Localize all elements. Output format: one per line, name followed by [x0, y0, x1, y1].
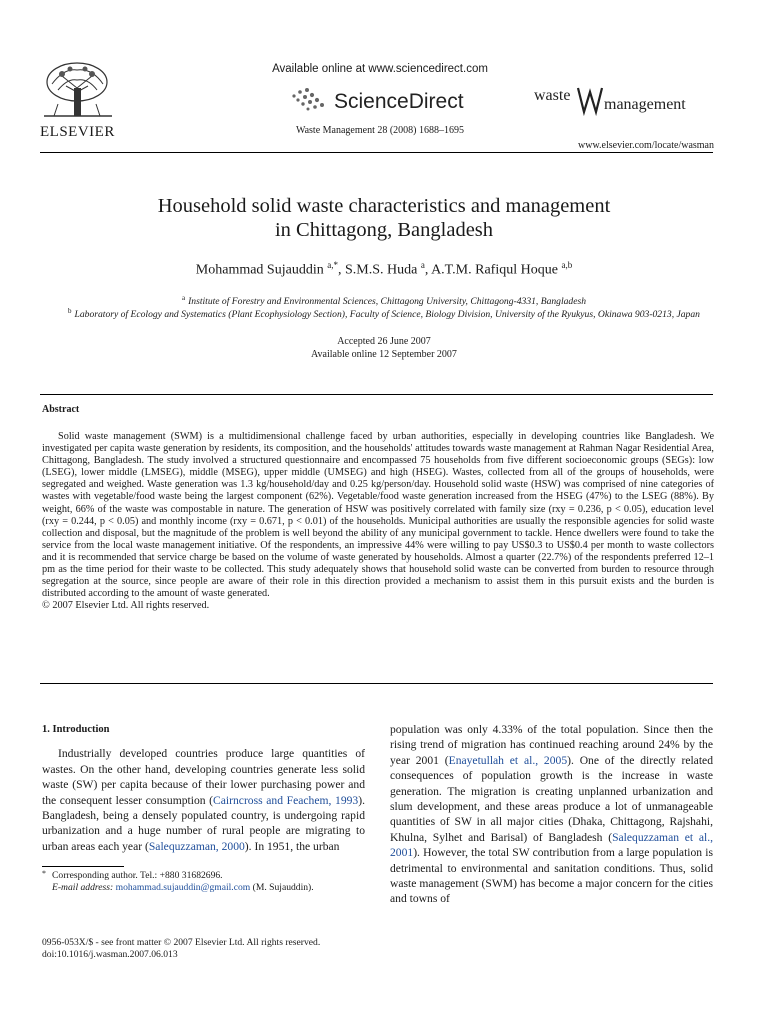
corresponding-author: Corresponding author. Tel.: +880 31682696.	[52, 870, 223, 881]
email-label: E-mail address:	[52, 882, 114, 894]
title-line-1: Household solid waste characteristics and management	[157, 195, 611, 217]
abstract-body	[42, 431, 714, 612]
journal-logo-waste: waste	[534, 87, 571, 104]
waste-management-journal-logo	[534, 82, 714, 118]
author-name: Mohammad Sujauddin	[195, 262, 324, 278]
section-heading-introduction: 1. Introduction	[42, 724, 110, 735]
body-column-left	[42, 722, 365, 854]
journal-url[interactable]: www.elsevier.com/locate/wasman	[578, 140, 714, 151]
footnote	[42, 870, 372, 894]
doi-line[interactable]: doi:10.1016/j.wasman.2007.06.013	[42, 949, 178, 961]
affiliation-b	[60, 305, 708, 321]
sciencedirect-logo	[288, 82, 478, 116]
issn-line: 0956-053X/$ - see front matter © 2007 Elsevier Ltd. All rights reserved.	[42, 937, 321, 948]
intro-paragraph: Industrially developed countries produce large quantities of wastes. On the other hand, developing countries generate less solid waste (SW) per capita because of their lower purchasing power and the consequent lesser consumption (Cairncross and Feachem, 1993). Bangladesh, being a densely populated country, is undergoing rapid urbanization and a huge number of rural people are migrating to urban areas each year (Salequzzaman, 2000). In 1951, the urban	[42, 747, 365, 853]
sciencedirect-wordmark: ScienceDirect	[334, 90, 464, 113]
citation-link[interactable]: Salequzzaman et al., 2001	[390, 830, 713, 860]
author-name: A.T.M. Rafiqul Hoque	[431, 262, 558, 278]
title-line-2: in Chittagong, Bangladesh	[274, 219, 494, 241]
email-link[interactable]: mohammad.sujauddin@gmail.com	[115, 882, 251, 894]
journal-logo-management: management	[604, 96, 686, 113]
article-title	[60, 194, 708, 242]
citation-link[interactable]: Salequzzaman, 2000	[148, 839, 245, 853]
abstract-bottom-rule	[40, 683, 713, 684]
affiliation-text: Institute of Forestry and Environmental Sciences, Chittagong University, Chittagong-4331, Bangladesh	[188, 296, 587, 308]
citation-link[interactable]: Enayetullah et al., 2005	[448, 753, 568, 767]
author-affiliation-mark[interactable]: a,b	[561, 260, 573, 270]
intro-paragraph-continued: population was only 4.33% of the total population. Since then the rising trend of migration has continued reaching around 24% by the year 2001 (Enayetullah et al., 2005). One of the directly related consequences of population growth is the increase in waste generation. The migration is creating unplanned urbanization and slum development, and these areas produce a lot of unmanageable quantities of SW in all major cities (Dhaka, Chittagong, Rajshahi, Khulna, Sylhet and Barisal) of Bangladesh (Salequzzaman et al., 2001). However, the total SW contribution from a large population is detrimental to environmental and sanitation conditions. Thus, solid waste management (SWM) has become a major concern for the cities and towns of	[390, 723, 713, 906]
footnote-rule	[42, 866, 124, 867]
elsevier-tree-logo	[40, 60, 116, 120]
front-matter-info	[42, 937, 442, 962]
email-suffix: (M. Sujauddin).	[252, 882, 314, 894]
affiliation-mark: a	[181, 294, 186, 302]
available-online-banner: Available online at www.sciencedirect.com	[272, 63, 488, 75]
author-affiliation-mark[interactable]: a	[420, 260, 425, 270]
citation-link[interactable]: Cairncross and Feachem, 1993	[213, 793, 359, 807]
author-name: S.M.S. Huda	[344, 262, 418, 278]
journal-citation: Waste Management 28 (2008) 1688–1695	[295, 125, 465, 136]
affiliation-text: Laboratory of Ecology and Systematics (Plant Ecophysiology Section), Faculty of Science, Biology Division, University of the Ryukyus, Okinawa 903-0213, Japan	[74, 309, 700, 321]
abstract-copyright: © 2007 Elsevier Ltd. All rights reserved.	[42, 600, 210, 612]
publisher-name: ELSEVIER	[40, 124, 115, 140]
abstract-top-rule	[40, 394, 713, 395]
author-list: Mohammad Sujauddin $^{a,*}$, S.M.S. Huda $^a$, A.T.M. Rafiqul Hoque $^{a,b}$	[195, 260, 573, 278]
accepted-date: Accepted 26 June 2007	[337, 336, 431, 347]
body-column-right	[390, 722, 713, 907]
available-online-date: Available online 12 September 2007	[311, 349, 457, 360]
abstract-text: Solid waste management (SWM) is a multidimensional challenge faced by urban authorities, especially in developing countries like Bangladesh. We investigated per capita waste generation by residents, its composition, and the households' attitudes towards waste management at Rahman Nagar Residential Area, Chittagong, Bangladesh. The study involved a structured questionnaire and encompassed 75 households from five different socioeconomic groups (SEGs): low (LSEG), lower middle (LMSEG), middle (MSEG), upper middle (UMSEG) and high (HSEG). Wastes, collected from all of the groups of households, were segregated and weighed. Waste generation was 1.3 kg/household/day and 0.25 kg/person/day. Household solid waste (HSW) was comprised of nine categories of wastes with vegetable/food waste being the largest component (62%). Vegetable/food waste generation increased from the HSEG (47%) to the LSEG (88%). By weight, 66% of the waste was compostable in nature. The generation of HSW was positively correlated with family size (rxy = 0.236, p < 0.05), education level (rxy = 0.244, p < 0.05) and monthly income (rxy = 0.671, p < 0.01) of the households. Municipal authorities are usually the responsible agencies for solid waste collection and disposal, but the magnitude of the problem is well beyond the ability of any municipal government to tackle. Hence dwellers were found to take the service from the local waste management initiative. Of the respondents, an impressive 44% were willing to pay US$0.3 to US$0.4 per month to waste collectors and it is recommended that service charge be based on the volume of waste generated by households. Almost a quarter (22.7%) of the respondents preferred 12–1 pm as the time period for their waste to be collected. This study adequately shows that household solid waste can be converted from burden to resource through segregation at the source, since people are aware of their role in this direction provided a mechanism to assist them in this pursuit exists and the burden is distributed according to the amount of waste generated.	[42, 431, 714, 600]
abstract-heading: Abstract	[42, 404, 80, 415]
footnote-mark: *	[42, 869, 46, 878]
author-affiliation-mark[interactable]: a,*	[327, 260, 338, 270]
affiliation-mark: b	[68, 307, 72, 315]
header-rule	[40, 152, 713, 153]
